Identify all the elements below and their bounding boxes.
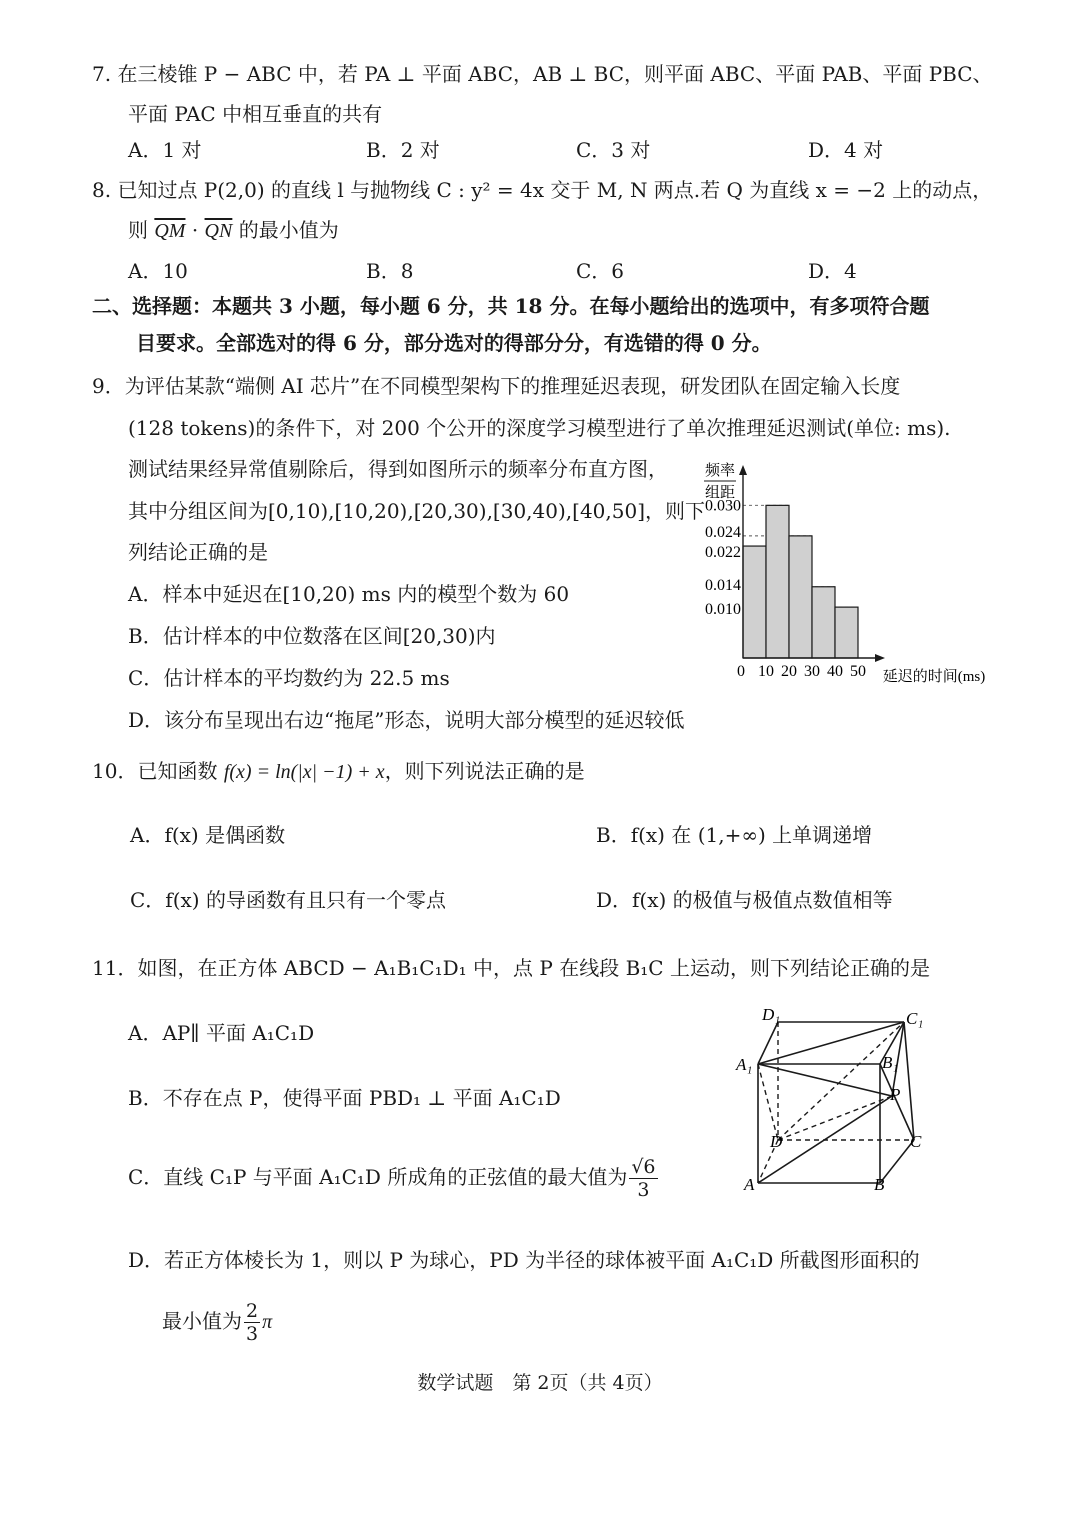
q7-line-2: 平面 PAC 中相互垂直的共有 [128,102,383,126]
q9-option-a: A．样本中延迟在[10,20) ms 内的模型个数为 60 [128,582,570,606]
q9-line-1: 9．为评估某款“端侧 AI 芯片”在不同模型架构下的推理延迟表现，研发团队在固定输入长度 [92,374,901,398]
cube-label-b: B [874,1175,885,1194]
histogram-bar [812,587,835,658]
cube-label-d: D [770,1132,783,1151]
q11-option-c-text: C．直线 C₁P 与平面 A₁C₁D 所成角的正弦值的最大值为 [128,1165,628,1189]
q8-option-a: A．10 [128,259,188,283]
q11-option-d-denominator: 3 [246,1323,259,1345]
histogram-xtick-label: 20 [781,663,797,680]
q8-option-c: C．6 [576,259,625,283]
cube-label-p: P [890,1085,901,1104]
q9-line-4: 其中分组区间为[0,10),[10,20),[20,30),[30,40),[40,50]，则下 [128,499,706,523]
histogram-bar [789,536,812,658]
cube-label-b1: B₁ [882,1053,899,1072]
q11-option-a: A．AP∥ 平面 A₁C₁D [128,1021,315,1045]
q8-option-b: B．8 [366,259,414,283]
q8-vector-qm: $\overline{QM}$ [154,220,186,242]
q8-line-2-prefix: 则 [128,218,155,242]
histogram-bar [743,546,766,658]
cube-edge-a1d1 [758,1022,778,1064]
histogram-ytick-label: 0.022 [705,544,741,562]
frequency-histogram [690,455,1000,690]
q10-option-c: C．f(x) 的导函数有且只有一个零点 [130,888,446,912]
cube-edge-bc [880,1140,914,1183]
q10-option-a: A．f(x) 是偶函数 [130,823,286,847]
q8-line-1: 8. 已知过点 P(2,0) 的直线 l 与抛物线 C : y² = 4x 交于 M, N 两点.若 Q 为直线 x = −2 上的动点， [92,178,993,202]
histogram-bar [766,505,789,658]
q7-option-c: C．3 对 [576,138,651,162]
q10-function: f(x) = ln(|x| −1) + x [223,761,385,783]
q7-option-d: D．4 对 [808,138,884,162]
histogram-xtick-label: 50 [850,663,866,680]
q11-option-d-numerator: 2 [246,1300,259,1322]
cube-label-a: A [744,1175,755,1194]
histogram-ytick-label: 0.010 [705,601,741,619]
q11-option-c [128,1152,660,1202]
q10-stem-prefix: 10．已知函数 [92,759,224,783]
page-footer: 数学试题 第 2页（共 4页） [417,1372,663,1394]
histogram-xtick-label: 30 [804,663,820,680]
q7-line-1: 7. 在三棱锥 P − ABC 中，若 PA ⊥ 平面 ABC，AB ⊥ BC，则平面 ABC、平面 PAB、平面 PBC、 [92,62,993,86]
q9-line-3: 测试结果经异常值剔除后，得到如图所示的频率分布直方图， [128,457,668,481]
q7-option-b: B．2 对 [366,138,440,162]
cube-label-c1: C₁ [906,1009,924,1028]
histogram-ytick-labels [705,497,741,618]
q11-option-c-denominator: 3 [637,1179,650,1201]
section-2-line-1: 二、选择题：本题共 3 小题，每小题 6 分，共 18 分。在每小题给出的选项中，有多项符合题 [92,294,930,318]
q10-stem-suffix: ，则下列说法正确的是 [384,759,585,783]
histogram-xtick-label: 40 [827,663,843,680]
q11-option-d-line-1: D．若正方体棱长为 1，则以 P 为球心，PD 为半径的球体被平面 A₁C₁D 所截图形面积的 [128,1248,920,1272]
q8-line-2 [128,216,339,245]
q11-option-d-line-2 [162,1296,272,1347]
q9-line-5: 列结论正确的是 [128,540,268,564]
q8-dot: · [185,218,205,242]
histogram-xtick-labels [737,663,866,680]
histogram-bars [743,505,858,658]
section-2-line-2: 目要求。全部选对的得 6 分，部分选对的得部分分，有选错的得 0 分。 [136,331,772,355]
histogram-ytick-label: 0.024 [705,523,741,541]
cube-figure [730,1000,940,1200]
histogram-xtick-label: 0 [737,663,745,680]
q8-vector-qn: $\overline{QN}$ [204,220,233,242]
cube-label-a1: A₁ [736,1055,753,1074]
q9-option-b: B．估计样本的中位数落在区间[20,30)内 [128,624,496,648]
histogram-ylabel-top: 频率 [704,463,736,479]
q10-option-b: B．f(x) 在 (1,+∞) 上单调递增 [596,823,873,847]
histogram-y-axis-arrow [739,465,747,475]
cube-diagonal-a1d [758,1064,778,1140]
histogram-ylabel-bottom: 组距 [704,485,736,501]
cube-label-d1: D₁ [762,1005,781,1024]
histogram-ytick-label: 0.014 [705,576,741,594]
histogram-x-axis-arrow [875,654,885,662]
q11-stem: 11．如图，在正方体 ABCD − A₁B₁C₁D₁ 中，点 P 在线段 B₁C 上运动，则下列结论正确的是 [92,956,930,980]
histogram-xlabel: 延迟的时间(ms) [882,669,986,685]
q10-stem [92,757,585,786]
q8-line-2-suffix: 的最小值为 [232,218,339,242]
q11-option-c-numerator: √6 [631,1156,656,1178]
q7-option-a: A．1 对 [128,138,202,162]
histogram-xtick-label: 10 [758,663,774,680]
cube-label-c: C [910,1132,922,1151]
q9-line-2: (128 tokens)的条件下，对 200 个公开的深度学习模型进行了单次推理延迟测试(单位: ms). [128,416,951,440]
q9-option-c: C．估计样本的平均数约为 22.5 ms [128,666,450,690]
q8-option-d: D．4 [808,259,857,283]
q11-option-c-fraction [629,1156,657,1201]
histogram-bar [835,607,858,658]
histogram-ytick-label: 0.030 [705,497,741,515]
q10-option-d: D．f(x) 的极值与极值点数值相等 [596,888,893,912]
q11-option-d-pi: π [262,1311,273,1333]
q9-option-d: D．该分布呈现出右边“拖尾”形态，说明大部分模型的延迟较低 [128,708,685,732]
q11-option-d-fraction [244,1300,260,1345]
q11-option-b: B．不存在点 P，使得平面 PBD₁ ⊥ 平面 A₁C₁D [128,1086,561,1110]
q11-option-d-text: 最小值为 [162,1309,242,1333]
